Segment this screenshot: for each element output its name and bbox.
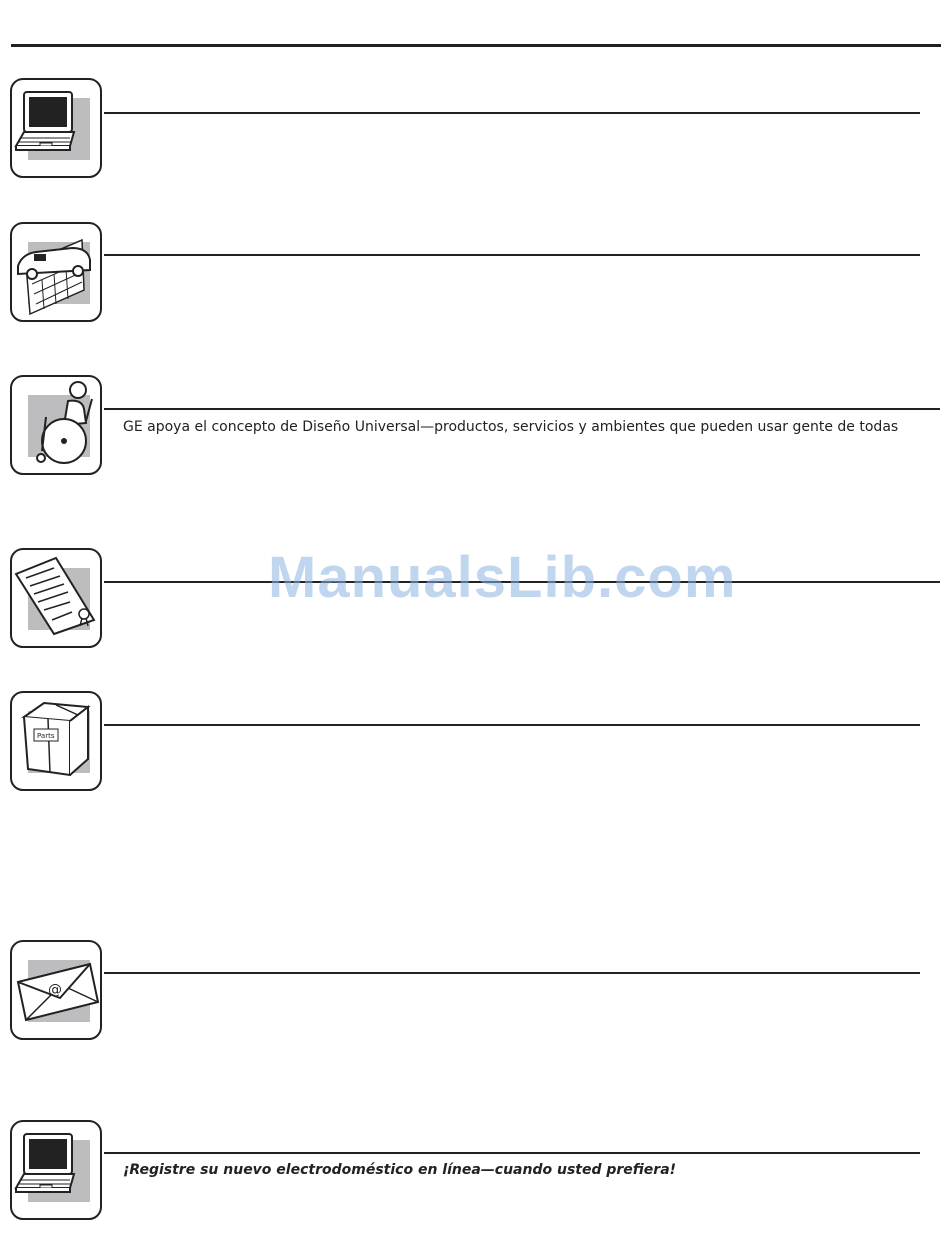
section-rule xyxy=(104,724,920,726)
email-envelope-icon xyxy=(12,942,100,1038)
laptop-icon xyxy=(12,80,100,176)
register-online-text: ¡Registre su nuevo electrodoméstico en línea—cuando usted prefiera! xyxy=(123,1162,677,1178)
watermark: ManualsLib.com xyxy=(268,545,737,610)
parts-box-icon xyxy=(12,693,100,789)
accessibility-icon-box xyxy=(10,375,102,475)
svg-text:@: @ xyxy=(48,982,62,998)
section-rule xyxy=(104,408,940,410)
warranty-icon-box xyxy=(10,548,102,648)
laptop-icon xyxy=(12,1122,100,1218)
svg-text:Parts: Parts xyxy=(37,732,55,740)
section-rule xyxy=(104,112,920,114)
email-icon-box xyxy=(10,940,102,1040)
register-icon-box xyxy=(10,1120,102,1220)
section-rule xyxy=(104,972,920,974)
laptop-icon-box xyxy=(10,78,102,178)
warranty-certificate-icon xyxy=(12,550,100,646)
section-rule xyxy=(104,254,920,256)
universal-design-text: GE apoya el concepto de Diseño Universal—productos, servicios y ambientes que pueden usar gente de todas xyxy=(123,419,899,435)
service-icon-box xyxy=(10,222,102,322)
top-divider xyxy=(11,44,941,47)
parts-icon-box xyxy=(10,691,102,791)
section-rule xyxy=(104,1152,920,1154)
service-van-calendar-icon xyxy=(12,224,100,320)
wheelchair-accessibility-icon xyxy=(12,377,100,473)
